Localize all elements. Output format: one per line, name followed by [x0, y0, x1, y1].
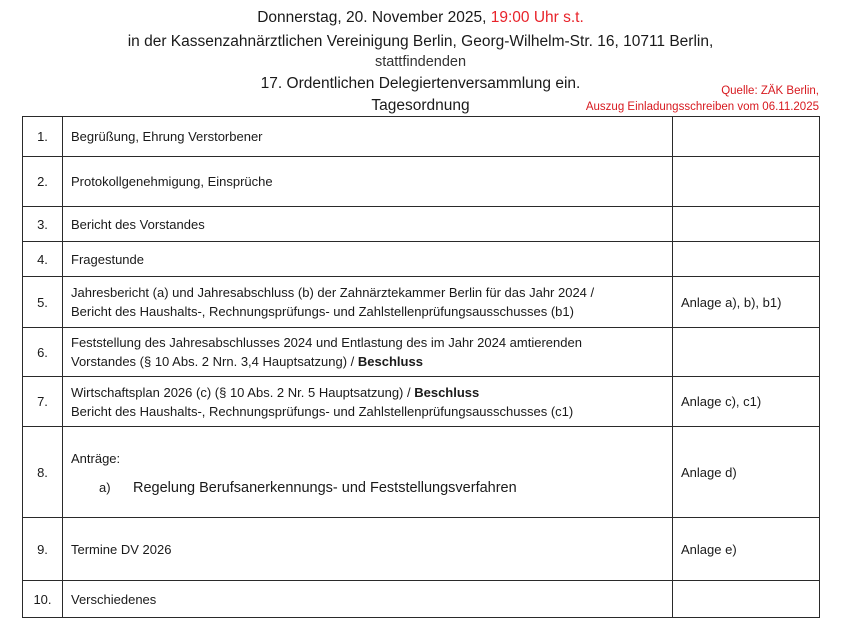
agenda-topic — [63, 377, 673, 427]
agenda-number: 6. — [23, 328, 63, 377]
agenda-topic-line2: Bericht des Haushalts-, Rechnungsprüfungs- und Zahlstellenprüfungsausschusses (c1) — [71, 403, 574, 419]
agenda-title: Tagesordnung — [371, 97, 470, 114]
agenda-topic: Termine DV 2026 — [63, 518, 673, 581]
agenda-number: 7. — [23, 377, 63, 427]
meeting-title: 17. Ordentlichen Delegiertenversammlung — [260, 75, 552, 92]
meeting-location: in der Kassenzahnärztlichen Vereinigung Berlin, Georg-Wilhelm-Str. 16, 10711 Berlin, — [127, 33, 714, 50]
agenda-number: 2. — [23, 157, 63, 207]
agenda-topic: Verschiedenes — [63, 581, 673, 618]
agenda-topic-line1: Feststellung des Jahresabschlusses 2024 und Entlastung des im Jahr 2024 amtierenden — [71, 335, 582, 350]
meeting-title-suffix: ein. — [551, 75, 581, 92]
agenda-number: 3. — [23, 207, 63, 242]
agenda-attachment — [673, 581, 820, 618]
agenda-topic-line2: Bericht des Haushalts-, Rechnungsprüfungs- und Zahlstellenprüfungsausschusses (b1) — [71, 304, 574, 319]
agenda-number: 9. — [23, 518, 63, 581]
agenda-topic — [63, 328, 673, 377]
agenda-row — [23, 427, 820, 518]
agenda-topic: Begrüßung, Ehrung Verstorbener — [63, 117, 673, 157]
motion-label: a) — [99, 479, 111, 495]
agenda-row — [23, 328, 820, 377]
agenda-number: 8. — [23, 427, 63, 518]
agenda-attachment — [673, 207, 820, 242]
agenda-topic-line1: Jahresbericht (a) und Jahresabschluss (b) der Zahnärztekammer Berlin für das Jahr 2024 / — [71, 285, 595, 300]
agenda-topic — [63, 277, 673, 328]
source-note — [586, 83, 819, 115]
agenda-topic: Bericht des Vorstandes — [63, 207, 673, 242]
agenda-attachment: Anlage d) — [673, 427, 820, 518]
agenda-row — [23, 207, 820, 242]
agenda-row — [23, 377, 820, 427]
source-note-line1: Quelle: ZÄK Berlin, — [721, 85, 819, 97]
agenda-table — [22, 116, 820, 618]
agenda-topic-line1: Anträge: — [71, 450, 121, 466]
meeting-time: 19:00 Uhr s.t. — [490, 9, 584, 26]
agenda-row — [23, 581, 820, 618]
agenda-number: 1. — [23, 117, 63, 157]
agenda-topic: Protokollgenehmigung, Einsprüche — [63, 157, 673, 207]
agenda-number: 4. — [23, 242, 63, 277]
agenda-topic-line2 — [71, 352, 664, 371]
meeting-date: Donnerstag, 20. November 2025, — [257, 9, 491, 26]
agenda-row — [23, 242, 820, 277]
decision-label: Beschluss — [357, 354, 423, 369]
agenda-topic: Fragestunde — [63, 242, 673, 277]
motion-text: Regelung Berufsanerkennungs- und Feststellungsverfahren — [133, 479, 517, 496]
agenda-attachment — [673, 157, 820, 207]
agenda-attachment: Anlage e) — [673, 518, 820, 581]
agenda-attachment: Anlage a), b), b1) — [673, 277, 820, 328]
agenda-row — [23, 518, 820, 581]
header-line3: stattfindenden — [374, 54, 467, 70]
source-note-line2: Auszug Einladungsschreiben vom 06.11.2025 — [585, 101, 819, 113]
agenda-number: 5. — [23, 277, 63, 328]
agenda-topic-text: Vorstandes (§ 10 Abs. 2 Nrn. 3,4 Hauptsatzung) / — [71, 354, 358, 369]
agenda-row — [23, 277, 820, 328]
agenda-number: 10. — [23, 581, 63, 618]
agenda-row — [23, 117, 820, 157]
motion-item — [71, 480, 664, 496]
meeting-date-line — [0, 9, 841, 27]
agenda-row — [23, 157, 820, 207]
decision-label: Beschluss — [414, 384, 480, 400]
agenda-attachment — [673, 117, 820, 157]
agenda-topic-line1 — [71, 383, 664, 402]
agenda-attachment: Anlage c), c1) — [673, 377, 820, 427]
agenda-topic — [63, 427, 673, 518]
agenda-topic-text: Wirtschaftsplan 2026 (c) (§ 10 Abs. 2 Nr. 5 Hauptsatzung) / — [71, 384, 415, 400]
agenda-attachment — [673, 242, 820, 277]
agenda-attachment — [673, 328, 820, 377]
